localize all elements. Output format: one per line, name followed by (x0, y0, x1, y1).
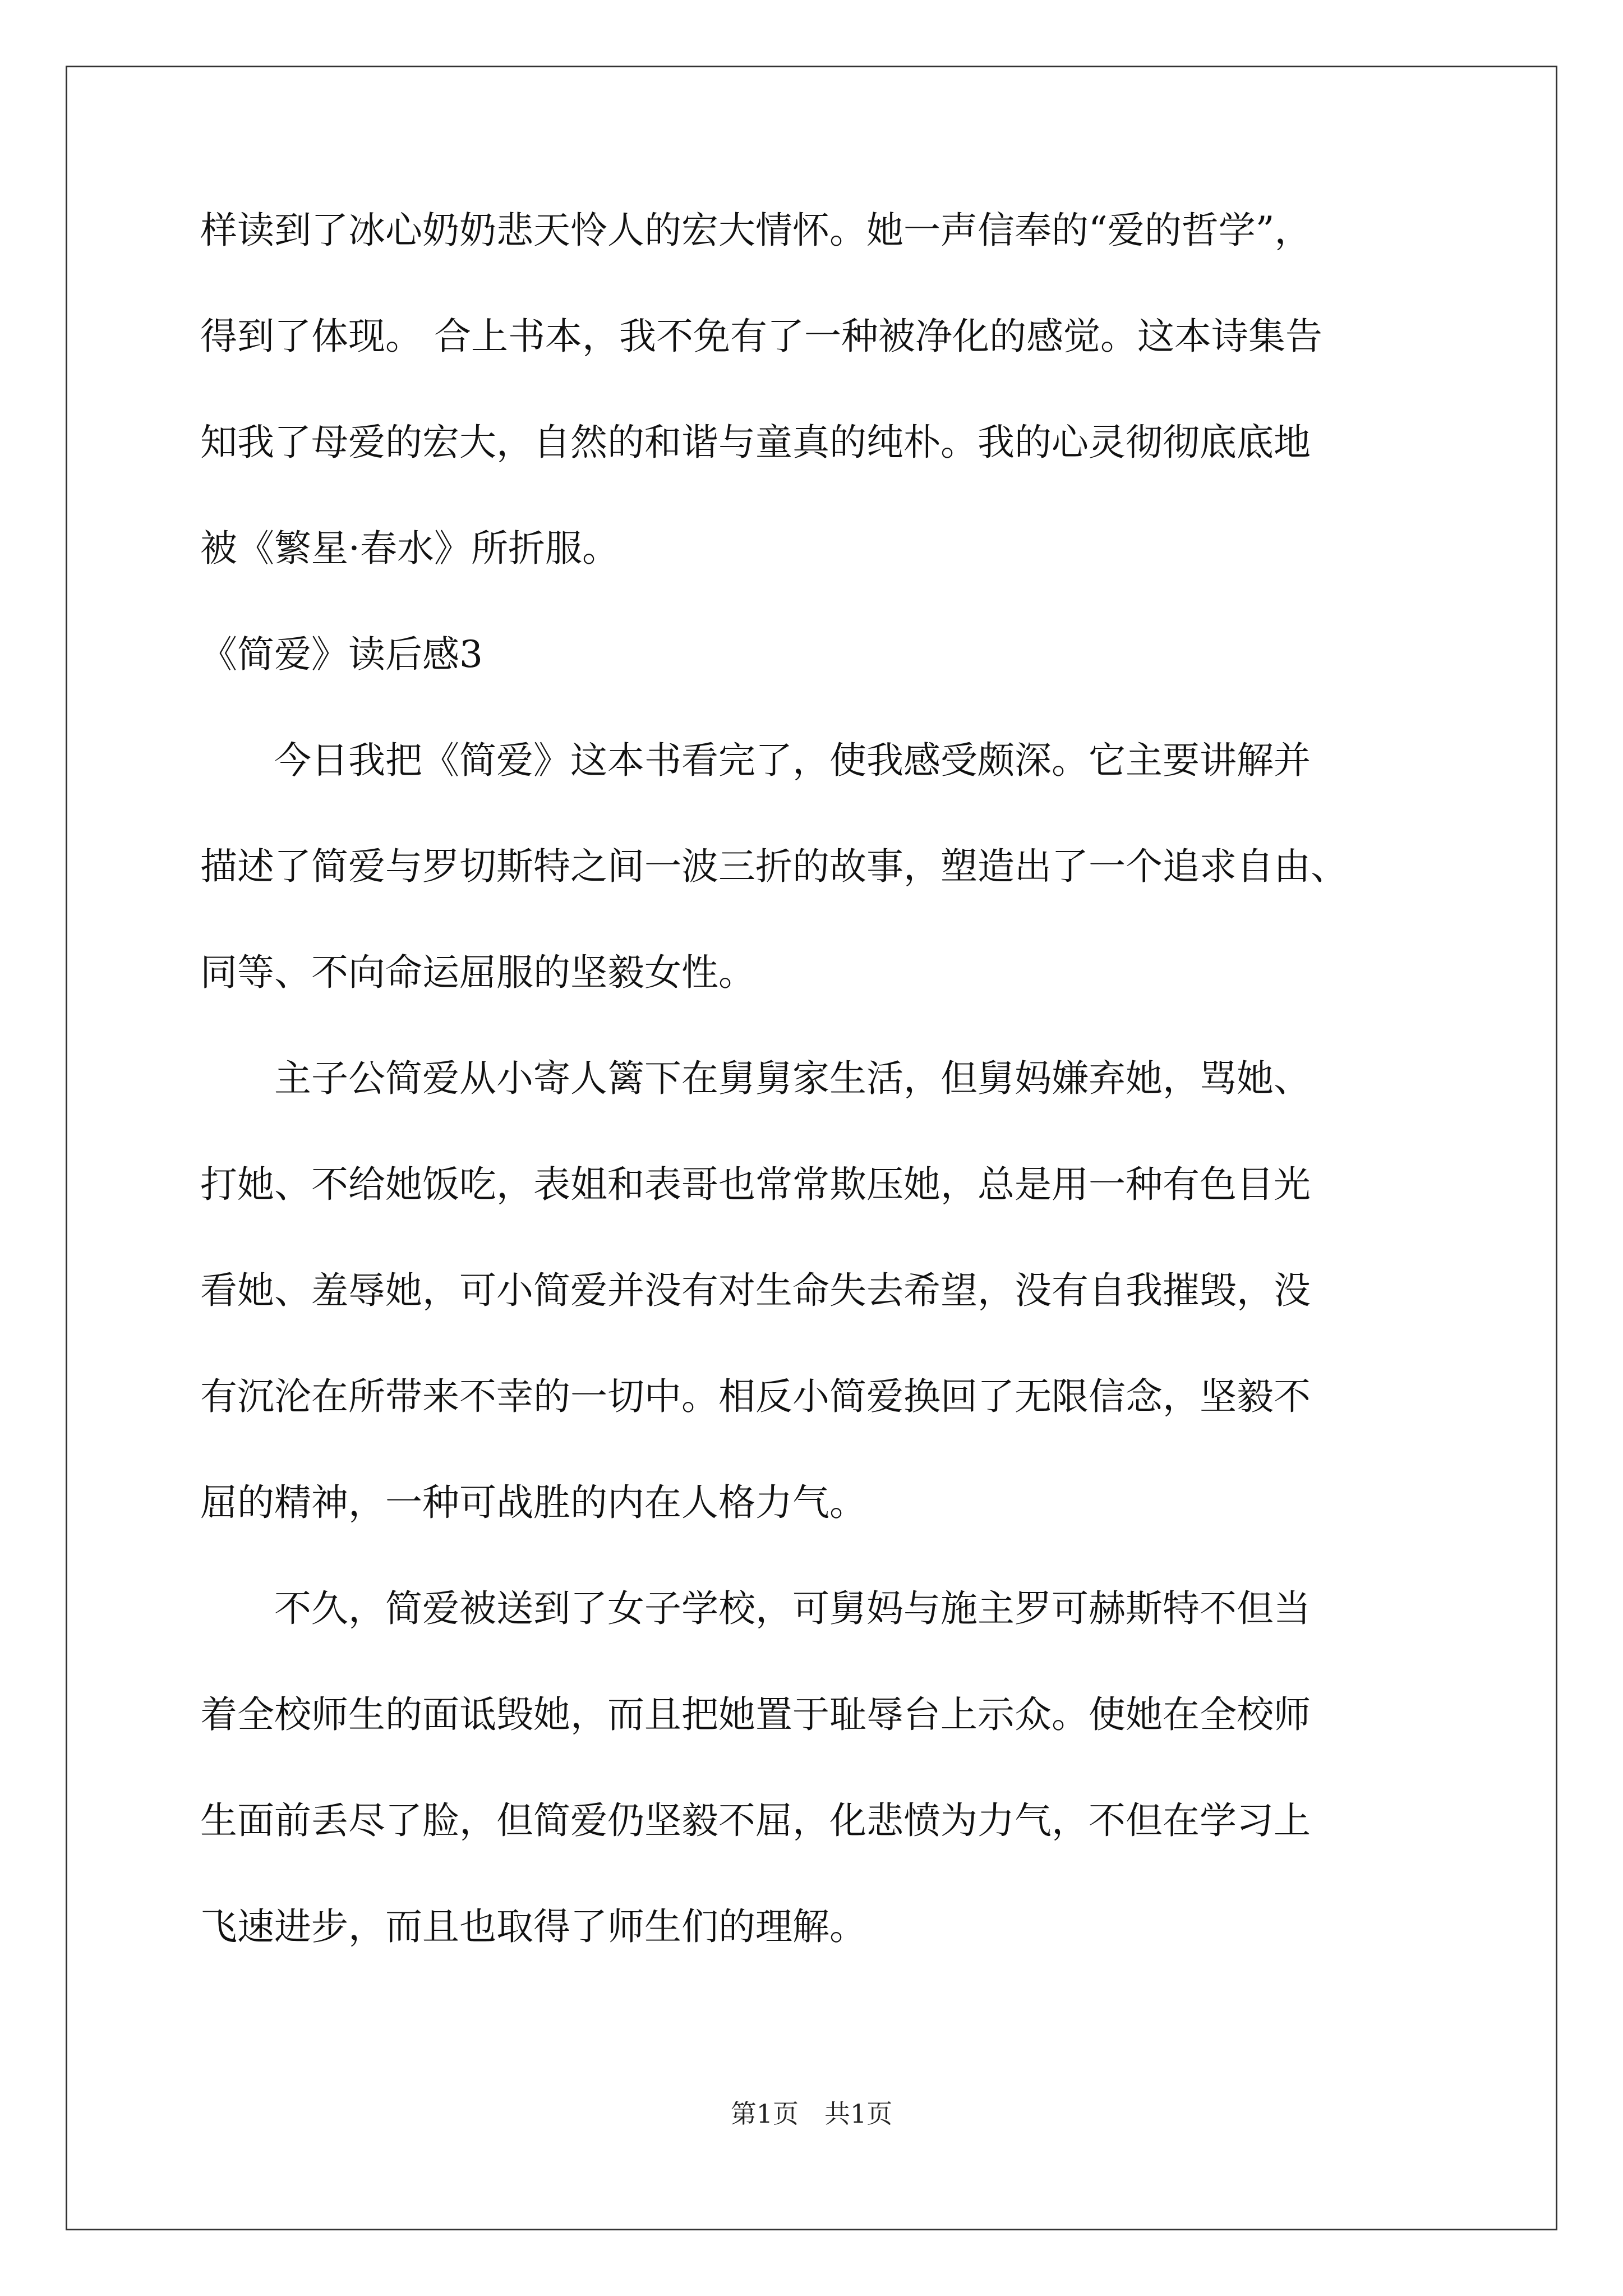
body-text-line: 生面前丢尽了脸，但简爱仍坚毅不屈，化悲愤为力气，不但在学习上 (200, 1799, 1311, 1842)
body-text-line: 打她、不给她饭吃，表姐和表哥也常常欺压她，总是用一种有色目光 (200, 1163, 1311, 1206)
body-text-line: 主子公简爱从小寄人篱下在舅舅家生活，但舅妈嫌弃她，骂她、 (200, 1057, 1311, 1100)
body-text-line: 飞速进步，而且也取得了师生们的理解。 (200, 1905, 866, 1948)
body-text-line: 不久，简爱被送到了女子学校，可舅妈与施主罗可赫斯特不但当 (200, 1587, 1311, 1630)
body-text-line: 得到了体现。 合上书本，我不免有了一种被净化的感觉。这本诗集告 (200, 315, 1322, 358)
body-text-line: 知我了母爱的宏大，自然的和谐与童真的纯朴。我的心灵彻彻底底地 (200, 421, 1311, 464)
page-number-footer: 第1页 共1页 (730, 2099, 893, 2129)
body-text-line: 同等、不向命运屈服的坚毅女性。 (200, 951, 755, 994)
section-heading: 《简爱》读后感3 (200, 633, 483, 676)
body-text-line: 描述了简爱与罗切斯特之间一波三折的故事，塑造出了一个追求自由、 (200, 845, 1348, 888)
body-text-line: 着全校师生的面诋毁她，而且把她置于耻辱台上示众。使她在全校师 (200, 1693, 1311, 1736)
body-text-line: 看她、羞辱她，可小简爱并没有对生命失去希望，没有自我摧毁，没 (200, 1269, 1311, 1312)
body-text-line: 屈的精神，一种可战胜的内在人格力气。 (200, 1481, 866, 1524)
body-text-line: 今日我把《简爱》这本书看完了，使我感受颇深。它主要讲解并 (200, 739, 1311, 782)
body-text-line: 被《繁星·春水》所折服。 (200, 527, 619, 570)
body-text-line: 样读到了冰心奶奶悲天怜人的宏大情怀。她一声信奉的“爱的哲学”， (200, 209, 1312, 252)
body-text-line: 有沉沦在所带来不幸的一切中。相反小简爱换回了无限信念，坚毅不 (200, 1375, 1311, 1418)
